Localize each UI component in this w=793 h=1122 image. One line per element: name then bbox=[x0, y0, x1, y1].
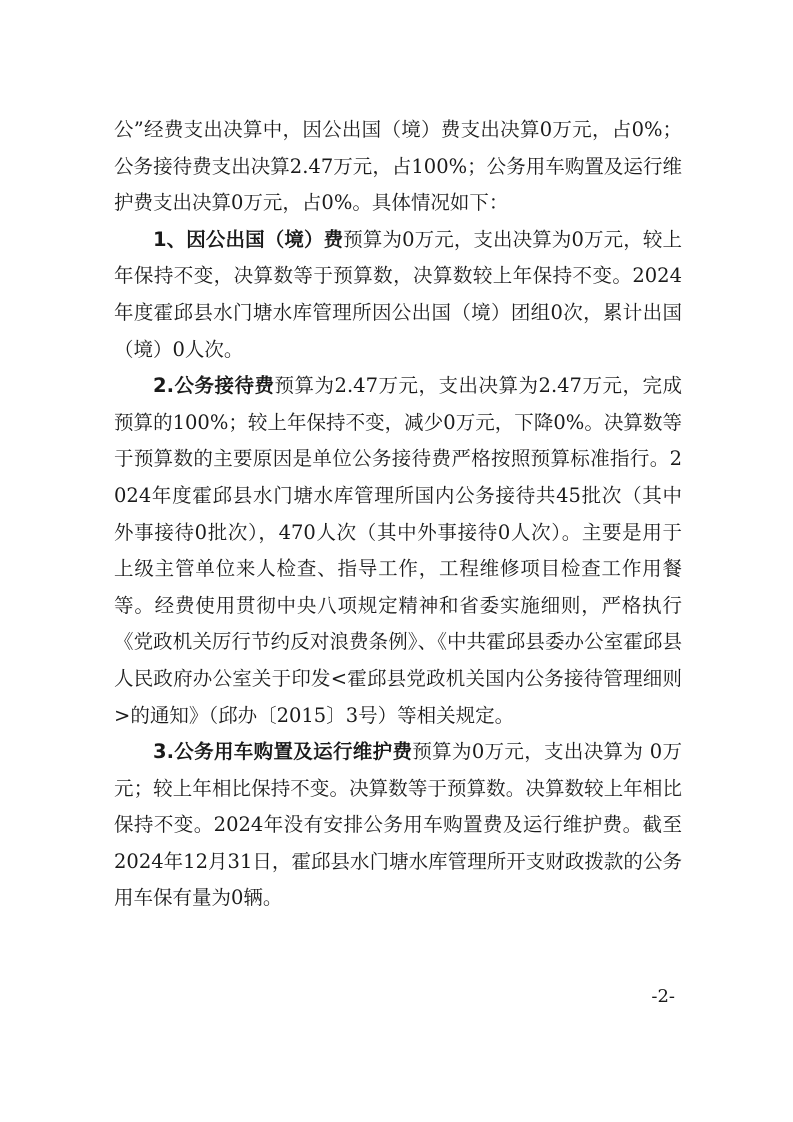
section-body: 预算为2.47万元，支出决算为2.47万元，完成预算的100%；较上年保持不变，减少0万元，下降0%。决算数等于预算数的主要原因是单位公务接待费严格按照预算标准指行。2024年度霍邱县水门塘水库管理所国内公务接待共45批次（其中外事接待0批次），470人次（其中外事接待0人次）。主要是用于上级主管单位来人检查、指导工作，工程维修项目检查工作用餐等。经费使用贯彻中央八项规定精神和省委实施细则，严格执行《党政机关厉行节约反对浪费条例》、《中共霍邱县委办公室霍邱县人民政府办公室关于印发<霍邱县党政机关国内公务接待管理细则>的通知》（邱办〔2015〕3号）等相关规定。 bbox=[114, 374, 682, 727]
section-official-reception bbox=[114, 368, 682, 734]
section-official-vehicle bbox=[114, 734, 682, 917]
section-body: 预算为0万元，支出决算为 0万元；较上年相比保持不变。决算数等于预算数。决算数较上年相比保持不变。2024年没有安排公务用车购置费及运行维护费。截至2024年12月31日，霍邱县水门塘水库管理所开支财政拨款的公务用车保有量为0辆。 bbox=[114, 740, 682, 910]
section-heading: 3.公务用车购置及运行维护费 bbox=[153, 740, 413, 764]
section-body: 预算为0万元，支出决算为0万元，较上年保持不变，决算数等于预算数，决算数较上年保持不变。2024年度霍邱县水门塘水库管理所因公出国（境）团组0次，累计出国（境）0人次。 bbox=[114, 227, 682, 361]
section-overseas-travel bbox=[114, 222, 682, 368]
intro-paragraph: 公”经费支出决算中，因公出国（境）费支出决算0万元，占0%；公务接待费支出决算2.47万元，占100%；公务用车购置及运行维护费支出决算0万元，占0%。具体情况如下： bbox=[114, 118, 682, 215]
page-number: -2- bbox=[651, 986, 675, 1007]
section-heading: 1、因公出国（境）费 bbox=[153, 227, 344, 251]
section-heading: 2.公务接待费 bbox=[153, 374, 275, 398]
document-body bbox=[114, 112, 682, 917]
